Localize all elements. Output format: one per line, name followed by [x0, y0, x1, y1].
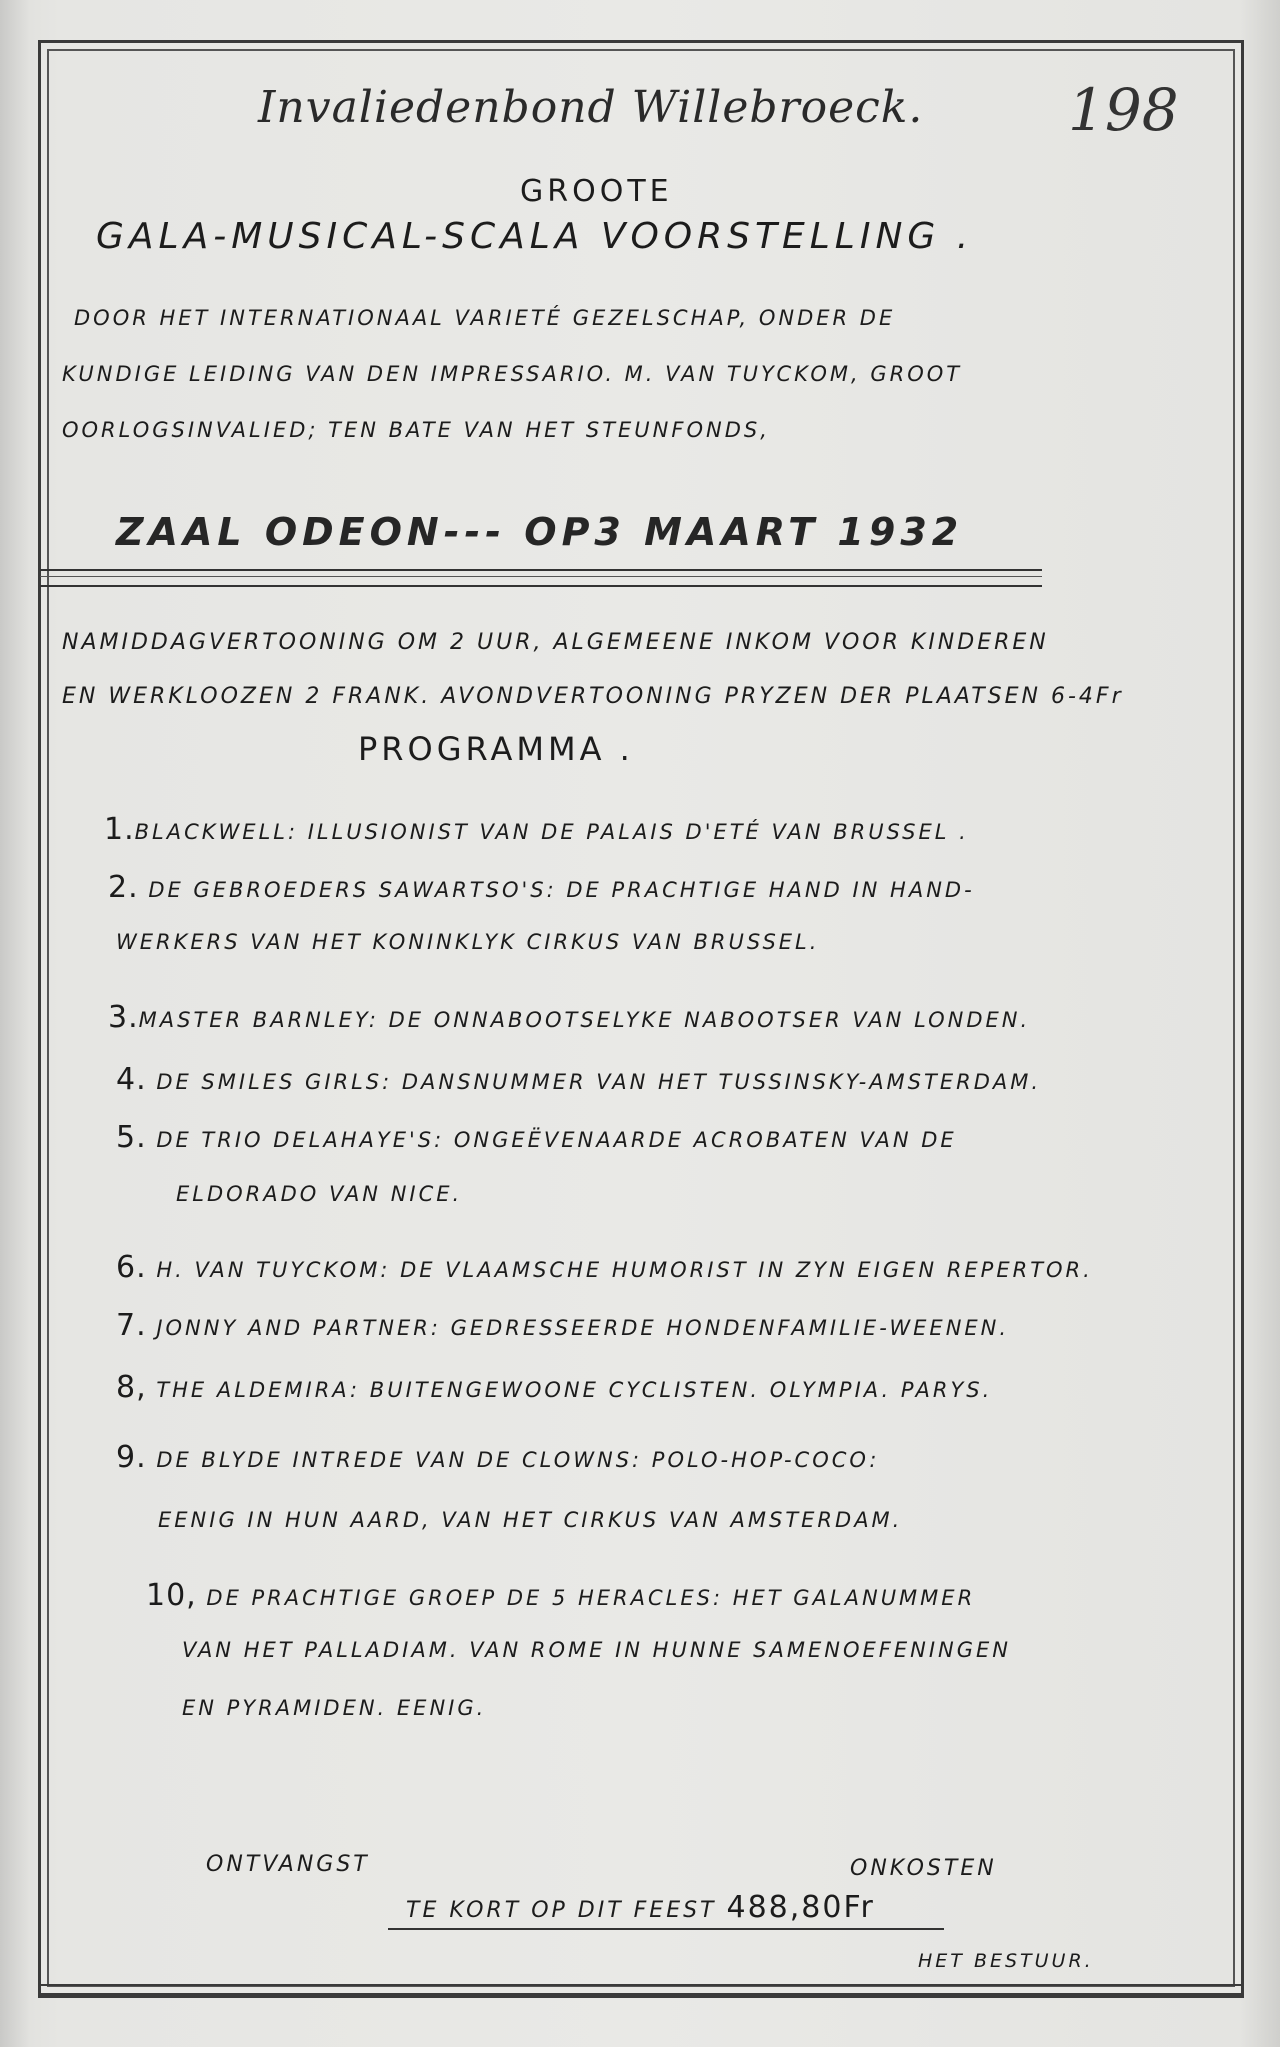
- intro-line: DOOR HET INTERNATIONAAL VARIETÉ GEZELSCHAP, ONDER DE: [74, 306, 896, 330]
- item-text: DE GEBROEDERS SAWARTSO'S: DE PRACHTIGE HAND IN HAND-: [148, 878, 975, 902]
- section-divider: [40, 569, 1042, 587]
- programme-item: [146, 1578, 975, 1613]
- item-number: 10,: [146, 1578, 197, 1613]
- admission-line: EN WERKLOOZEN 2 FRANK. AVONDVERTOONING PRYZEN DER PLAATSEN 6-4Fr: [62, 684, 1124, 709]
- item-number: 1.: [104, 812, 135, 847]
- item-number: 3.: [108, 1000, 139, 1035]
- bottom-border-rule: [38, 1984, 1244, 1998]
- item-number: 8,: [116, 1370, 147, 1405]
- intro-line: OORLOGSINVALIED; TEN BATE VAN HET STEUNFONDS,: [62, 418, 770, 442]
- programme-item: [116, 1120, 957, 1155]
- programme-item-continuation: ELDORADO VAN NICE.: [176, 1182, 463, 1206]
- programme-item: [104, 812, 969, 847]
- item-number: 2.: [108, 870, 139, 905]
- programme-item: [116, 1250, 1093, 1285]
- programme-item: [116, 1370, 992, 1405]
- programme-item: [116, 1440, 879, 1475]
- item-text: BLACKWELL: ILLUSIONIST VAN DE PALAIS D'ETÉ VAN BRUSSEL .: [134, 820, 969, 844]
- programme-item-continuation: WERKERS VAN HET KONINKLYK CIRKUS VAN BRUSSEL.: [116, 930, 820, 954]
- show-title: GALA-MUSICAL-SCALA VOORSTELLING .: [96, 216, 974, 257]
- deficit-line: [406, 1890, 875, 1925]
- item-text: DE BLYDE INTREDE VAN DE CLOWNS: POLO-HOP-COCO:: [156, 1448, 880, 1472]
- item-number: 9.: [116, 1440, 147, 1475]
- programme-item-continuation: EENIG IN HUN AARD, VAN HET CIRKUS VAN AMSTERDAM.: [158, 1508, 903, 1532]
- title-prefix: GROOTE: [520, 174, 673, 209]
- programme-item: [116, 1308, 1009, 1343]
- item-text: MASTER BARNLEY: DE ONNABOOTSELYKE NABOOTSER VAN LONDEN.: [138, 1008, 1031, 1032]
- admission-line: NAMIDDAGVERTOONING OM 2 UUR, ALGEMEENE INKOM VOOR KINDEREN: [62, 630, 1049, 655]
- programme-item: [108, 870, 975, 905]
- expense-label: ONKOSTEN: [850, 1856, 997, 1881]
- deficit-label: TE KORT OP DIT FEEST: [406, 1898, 717, 1923]
- item-text: DE TRIO DELAHAYE'S: ONGEËVENAARDE ACROBATEN VAN DE: [156, 1128, 957, 1152]
- deficit-amount: 488,80Fr: [726, 1890, 875, 1925]
- document-number: 198: [1068, 76, 1179, 144]
- signature: HET BESTUUR.: [918, 1950, 1094, 1972]
- deficit-underline: [388, 1928, 944, 1930]
- income-label: ONTVANGST: [206, 1852, 370, 1877]
- programme-item: [108, 1000, 1030, 1035]
- item-number: 6.: [116, 1250, 147, 1285]
- item-text: THE ALDEMIRA: BUITENGEWOONE CYCLISTEN. OLYMPIA. PARYS.: [156, 1378, 993, 1402]
- programme-item-continuation: EN PYRAMIDEN. EENIG.: [182, 1696, 487, 1720]
- item-text: DE SMILES GIRLS: DANSNUMMER VAN HET TUSSINSKY-AMSTERDAM.: [156, 1070, 1042, 1094]
- programme-heading: PROGRAMMA .: [358, 730, 634, 768]
- venue-date: ZAAL ODEON--- OP3 MAART 1932: [116, 510, 964, 554]
- item-number: 4.: [116, 1062, 147, 1097]
- item-text: DE PRACHTIGE GROEP DE 5 HERACLES: HET GALANUMMER: [206, 1586, 976, 1610]
- item-number: 5.: [116, 1120, 147, 1155]
- item-number: 7.: [116, 1308, 147, 1343]
- organization-heading: Invaliedenbond Willebroeck.: [258, 82, 924, 133]
- programme-item-continuation: VAN HET PALLADIAM. VAN ROME IN HUNNE SAMENOEFENINGEN: [182, 1638, 1011, 1662]
- programme-item: [116, 1062, 1041, 1097]
- item-text: H. VAN TUYCKOM: DE VLAAMSCHE HUMORIST IN ZYN EIGEN REPERTOR.: [156, 1258, 1093, 1282]
- item-text: JONNY AND PARTNER: GEDRESSEERDE HONDENFAMILIE-WEENEN.: [156, 1316, 1010, 1340]
- intro-line: KUNDIGE LEIDING VAN DEN IMPRESSARIO. M. VAN TUYCKOM, GROOT: [62, 362, 963, 386]
